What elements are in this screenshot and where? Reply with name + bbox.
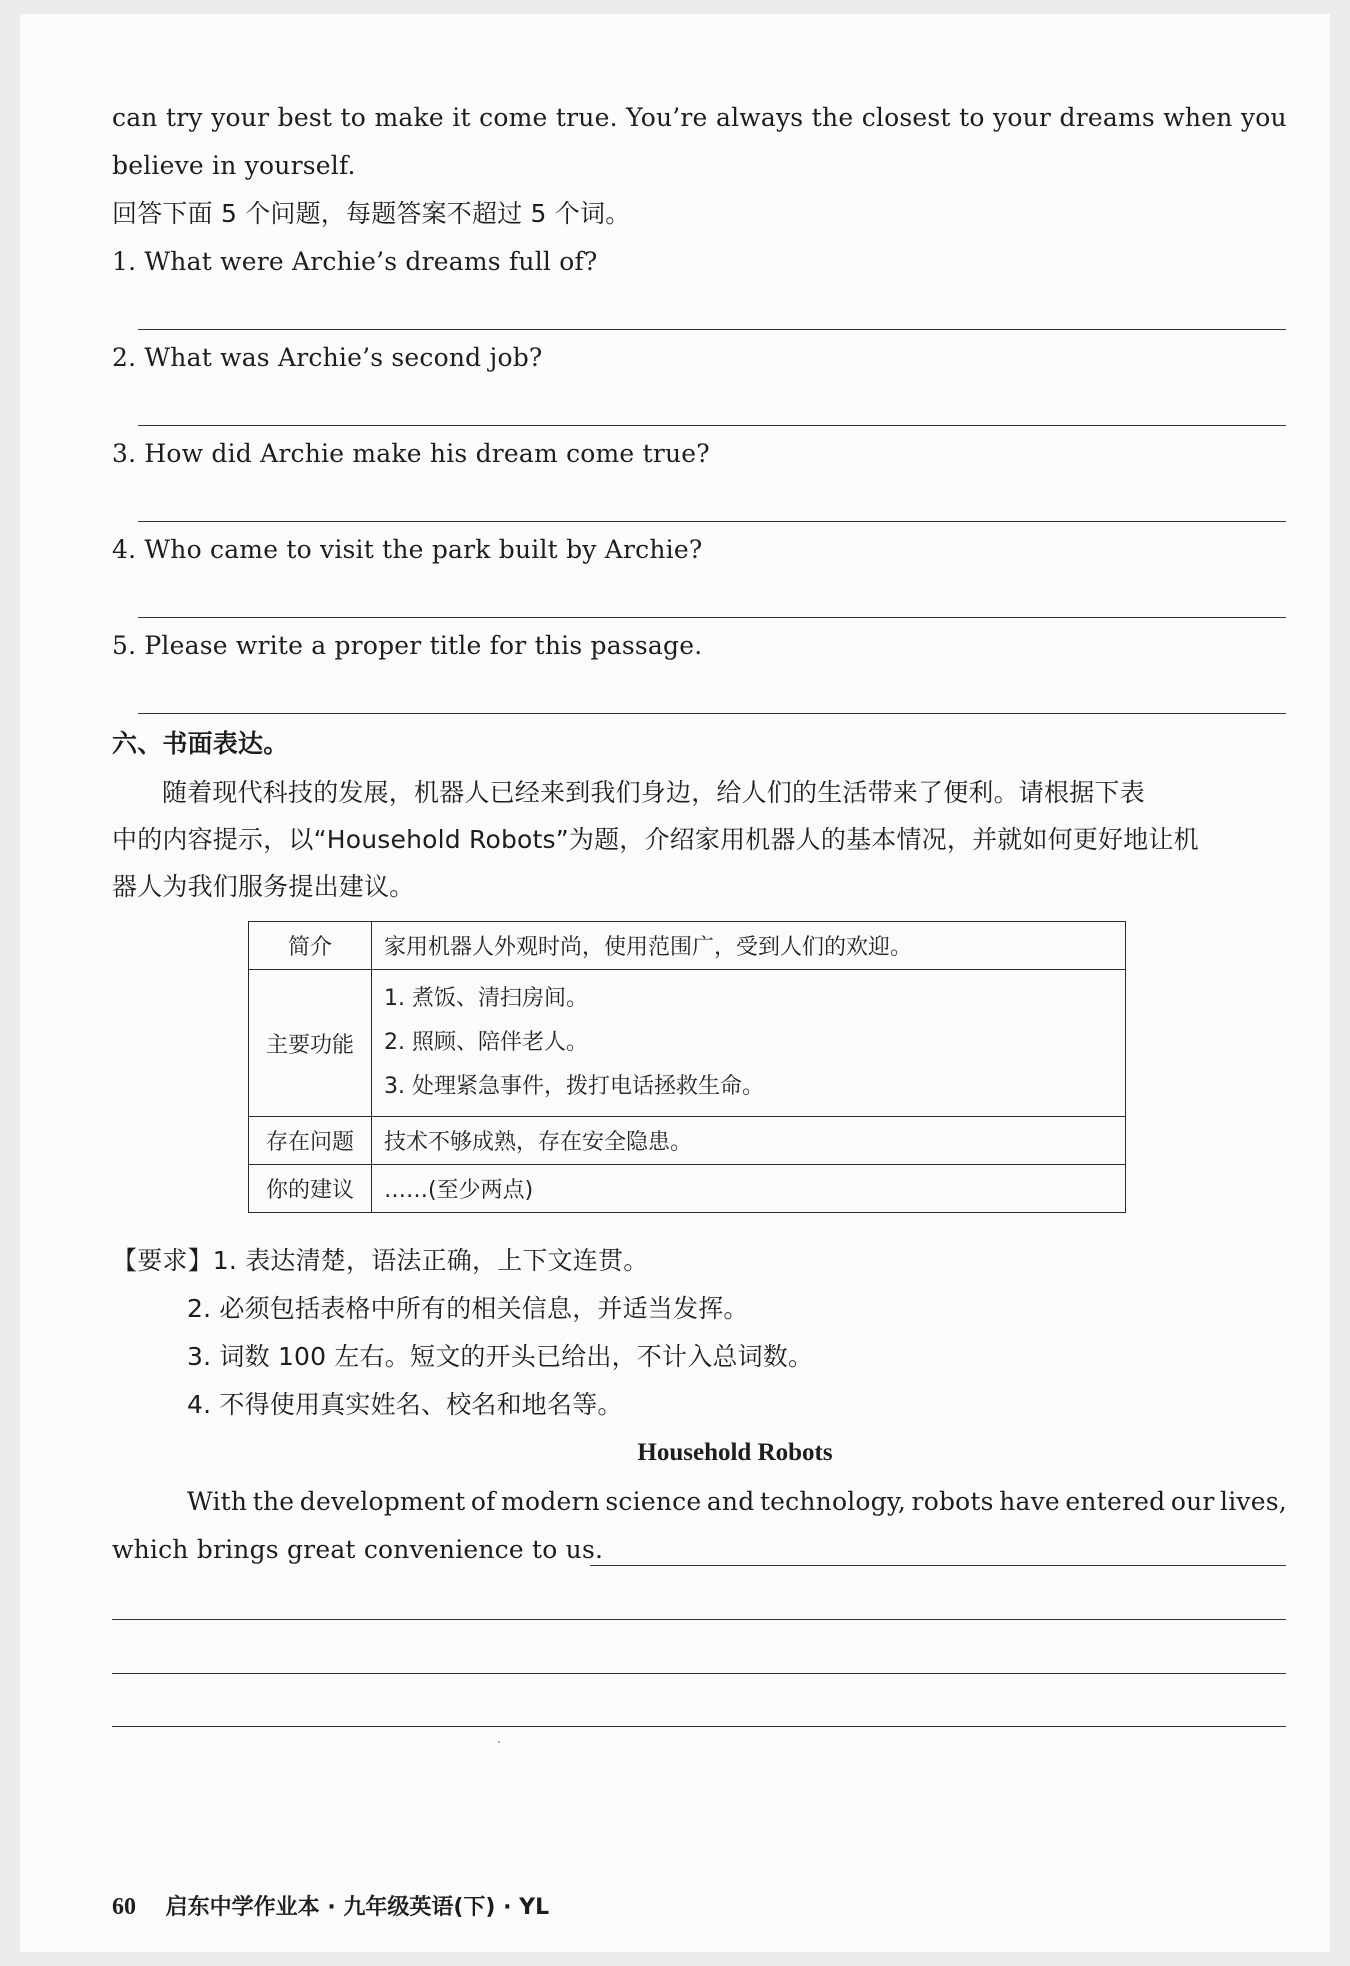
function-item: 2. 照顾、陪伴老人。 [384,1030,588,1055]
table-row-suggestions [249,1165,1126,1213]
answer-line-5[interactable] [138,713,1286,714]
word: best [277,103,333,132]
function-item: 1. 煮饭、清扫房间。 [384,986,588,1011]
word: true. [555,103,618,132]
table-row-problems [249,1117,1126,1165]
question-1: 1. What were Archie’s dreams full of? [112,247,598,276]
writing-line-3[interactable] [112,1673,1286,1674]
word: make [374,103,444,132]
table-value-intro: 家用机器人外观时尚，使用范围广，受到人们的欢迎。 [372,922,1126,970]
question-3: 3. How did Archie make his dream come true? [112,439,710,468]
word: you [1240,103,1287,132]
passage-line-1 [112,102,1287,134]
function-item: 3. 处理紧急事件，拨打电话拯救生命。 [384,1074,764,1099]
answer-line-3[interactable] [138,521,1286,522]
prompt-line-3: 器人为我们服务提出建议。 [112,872,415,901]
word: when [1163,103,1233,132]
writing-line-2[interactable] [112,1619,1286,1620]
word: your [211,103,270,132]
prompt-line-2: 中的内容提示，以“Household Robots”为题，介绍家用机器人的基本情况，并就如何更好地让机 [112,825,1199,854]
prompt-line-1: 随着现代科技的发展，机器人已经来到我们身边，给人们的生活带来了便利。请根据下表 [162,778,1145,807]
word: robots [911,1487,994,1516]
essay-start-line-2: which brings great convenience to us. [112,1535,604,1564]
content-table [248,921,1126,1213]
word: closest [861,103,951,132]
book-title: 启东中学作业本 · 九年级英语(下) · YL [165,1895,550,1920]
table-row-intro [249,922,1126,970]
word: lives, [1220,1487,1287,1516]
requirement-1: 【要求】1. 表达清楚，语法正确，上下文连贯。 [112,1246,649,1275]
word: to [340,103,367,132]
word: You’re [626,103,708,132]
word: try [166,103,203,132]
section-heading: 六、书面表达。 [112,729,289,758]
question-5: 5. Please write a proper title for this passage. [112,631,703,660]
writing-line-1[interactable] [590,1565,1286,1566]
page-footer [112,1890,549,1921]
table-label-intro: 简介 [249,922,372,970]
print-speck [498,1741,500,1743]
word: our [1170,1487,1215,1516]
answer-line-2[interactable] [138,425,1286,426]
table-value-suggestions: ……(至少两点) [372,1165,1126,1213]
word: come [479,103,548,132]
word: the [811,103,854,132]
answer-line-4[interactable] [138,617,1286,618]
passage-line-2: believe in yourself. [112,151,356,180]
word: With [187,1487,248,1516]
answer-line-1[interactable] [138,329,1286,330]
table-row-functions [249,970,1126,1117]
question-4: 4. Who came to visit the park built by Archie? [112,535,703,564]
questions-instruction: 回答下面 5 个问题，每题答案不超过 5 个词。 [112,199,631,228]
word: science [605,1487,702,1516]
word: dreams [1059,103,1155,132]
word: and [706,1487,755,1516]
word: the [252,1487,295,1516]
requirement-2: 2. 必须包括表格中所有的相关信息，并适当发挥。 [187,1294,749,1323]
table-label-functions: 主要功能 [249,970,372,1117]
word: of [470,1487,496,1516]
word: to [959,103,985,132]
essay-title: Household Robots [637,1439,833,1466]
word: modern [501,1487,600,1516]
table-label-problems: 存在问题 [249,1117,372,1165]
requirement-4: 4. 不得使用真实姓名、校名和地名等。 [187,1390,623,1419]
table-label-suggestions: 你的建议 [249,1165,372,1213]
word: entered [1065,1487,1166,1516]
table-value-problems: 技术不够成熟，存在安全隐患。 [372,1117,1126,1165]
word: have [999,1487,1060,1516]
essay-start-line-1 [187,1486,1287,1518]
word: always [715,103,804,132]
word: your [993,103,1052,132]
requirement-3: 3. 词数 100 左右。短文的开头已给出，不计入总词数。 [187,1342,814,1371]
writing-line-4[interactable] [112,1726,1286,1727]
word: can [112,103,158,132]
question-2: 2. What was Archie’s second job? [112,343,543,372]
word: development [299,1487,466,1516]
word: technology, [759,1487,907,1516]
table-value-functions [372,970,1126,1117]
page-number: 60 [112,1894,136,1920]
worksheet-page [20,14,1330,1952]
word: it [452,103,471,132]
